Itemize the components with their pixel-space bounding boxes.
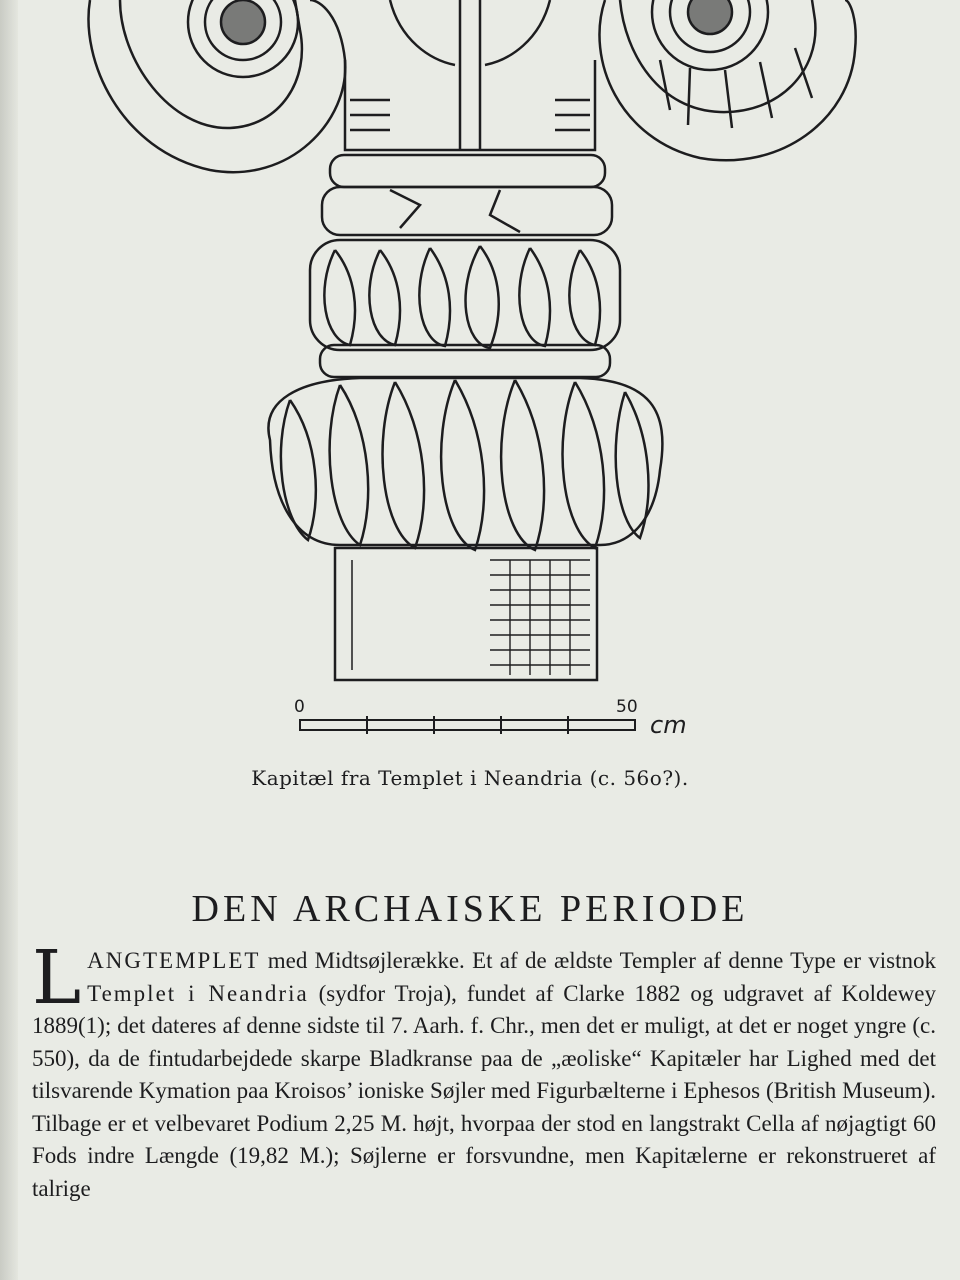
scale-start-label: 0: [294, 697, 305, 717]
body-paragraph: [32, 935, 936, 1205]
paragraph-text-2: (sydfor Troja), fundet af Clarke 1882 og udgravet af Koldewey 1889(1); det dateres af denne sidste til 7. Aarh. f. Chr., men det er muligt, at det er noget yngre (c. 550), da de fintudarbejdede skarpe Bladkranse paa de „æoliske“ Kapitæler har Lighed med det tilsvarende Kymation paa Kroisos’ ioniske Søjler med Figurbælterne i Ephesos (British Museum). Tilbage er et velbevaret Podium 2,25 M. højt, hvorpaa der stod en langstrakt Cella af nøjagtigt 60 Fods indre Længde (19,82 M.); Søjlerne er forsvundne, men Kapitælerne er rekonstrueret af talrige: [32, 980, 936, 1201]
figure-caption: Kapitæl fra Templet i Neandria (c. 56o?).: [251, 766, 689, 790]
neck-drawing: [345, 0, 595, 150]
capital-illustration: [60, 0, 900, 740]
upper-leaf-crown-drawing: [310, 240, 620, 377]
paragraph-text-1: med Midtsøjlerække. Et af de ældste Templer af denne Type er vistnok: [260, 948, 936, 973]
scale-end-label: 50: [616, 697, 638, 717]
drop-cap: L: [32, 935, 82, 1021]
left-volute-drawing: [89, 0, 346, 172]
lower-leaf-crown-drawing: [268, 378, 662, 550]
ring-bands-drawing: [322, 155, 612, 235]
base-block-drawing: [335, 548, 597, 680]
right-volute-drawing: [599, 0, 855, 160]
scale-unit-label: cm: [650, 711, 687, 739]
lead-word: ANGTEMPLET: [87, 948, 261, 973]
scale-bar: [300, 716, 635, 734]
temple-name: Templet i Neandria: [87, 980, 309, 1006]
section-heading: DEN ARCHAISKE PERIODE: [191, 888, 749, 931]
page-edge: [0, 0, 18, 1280]
